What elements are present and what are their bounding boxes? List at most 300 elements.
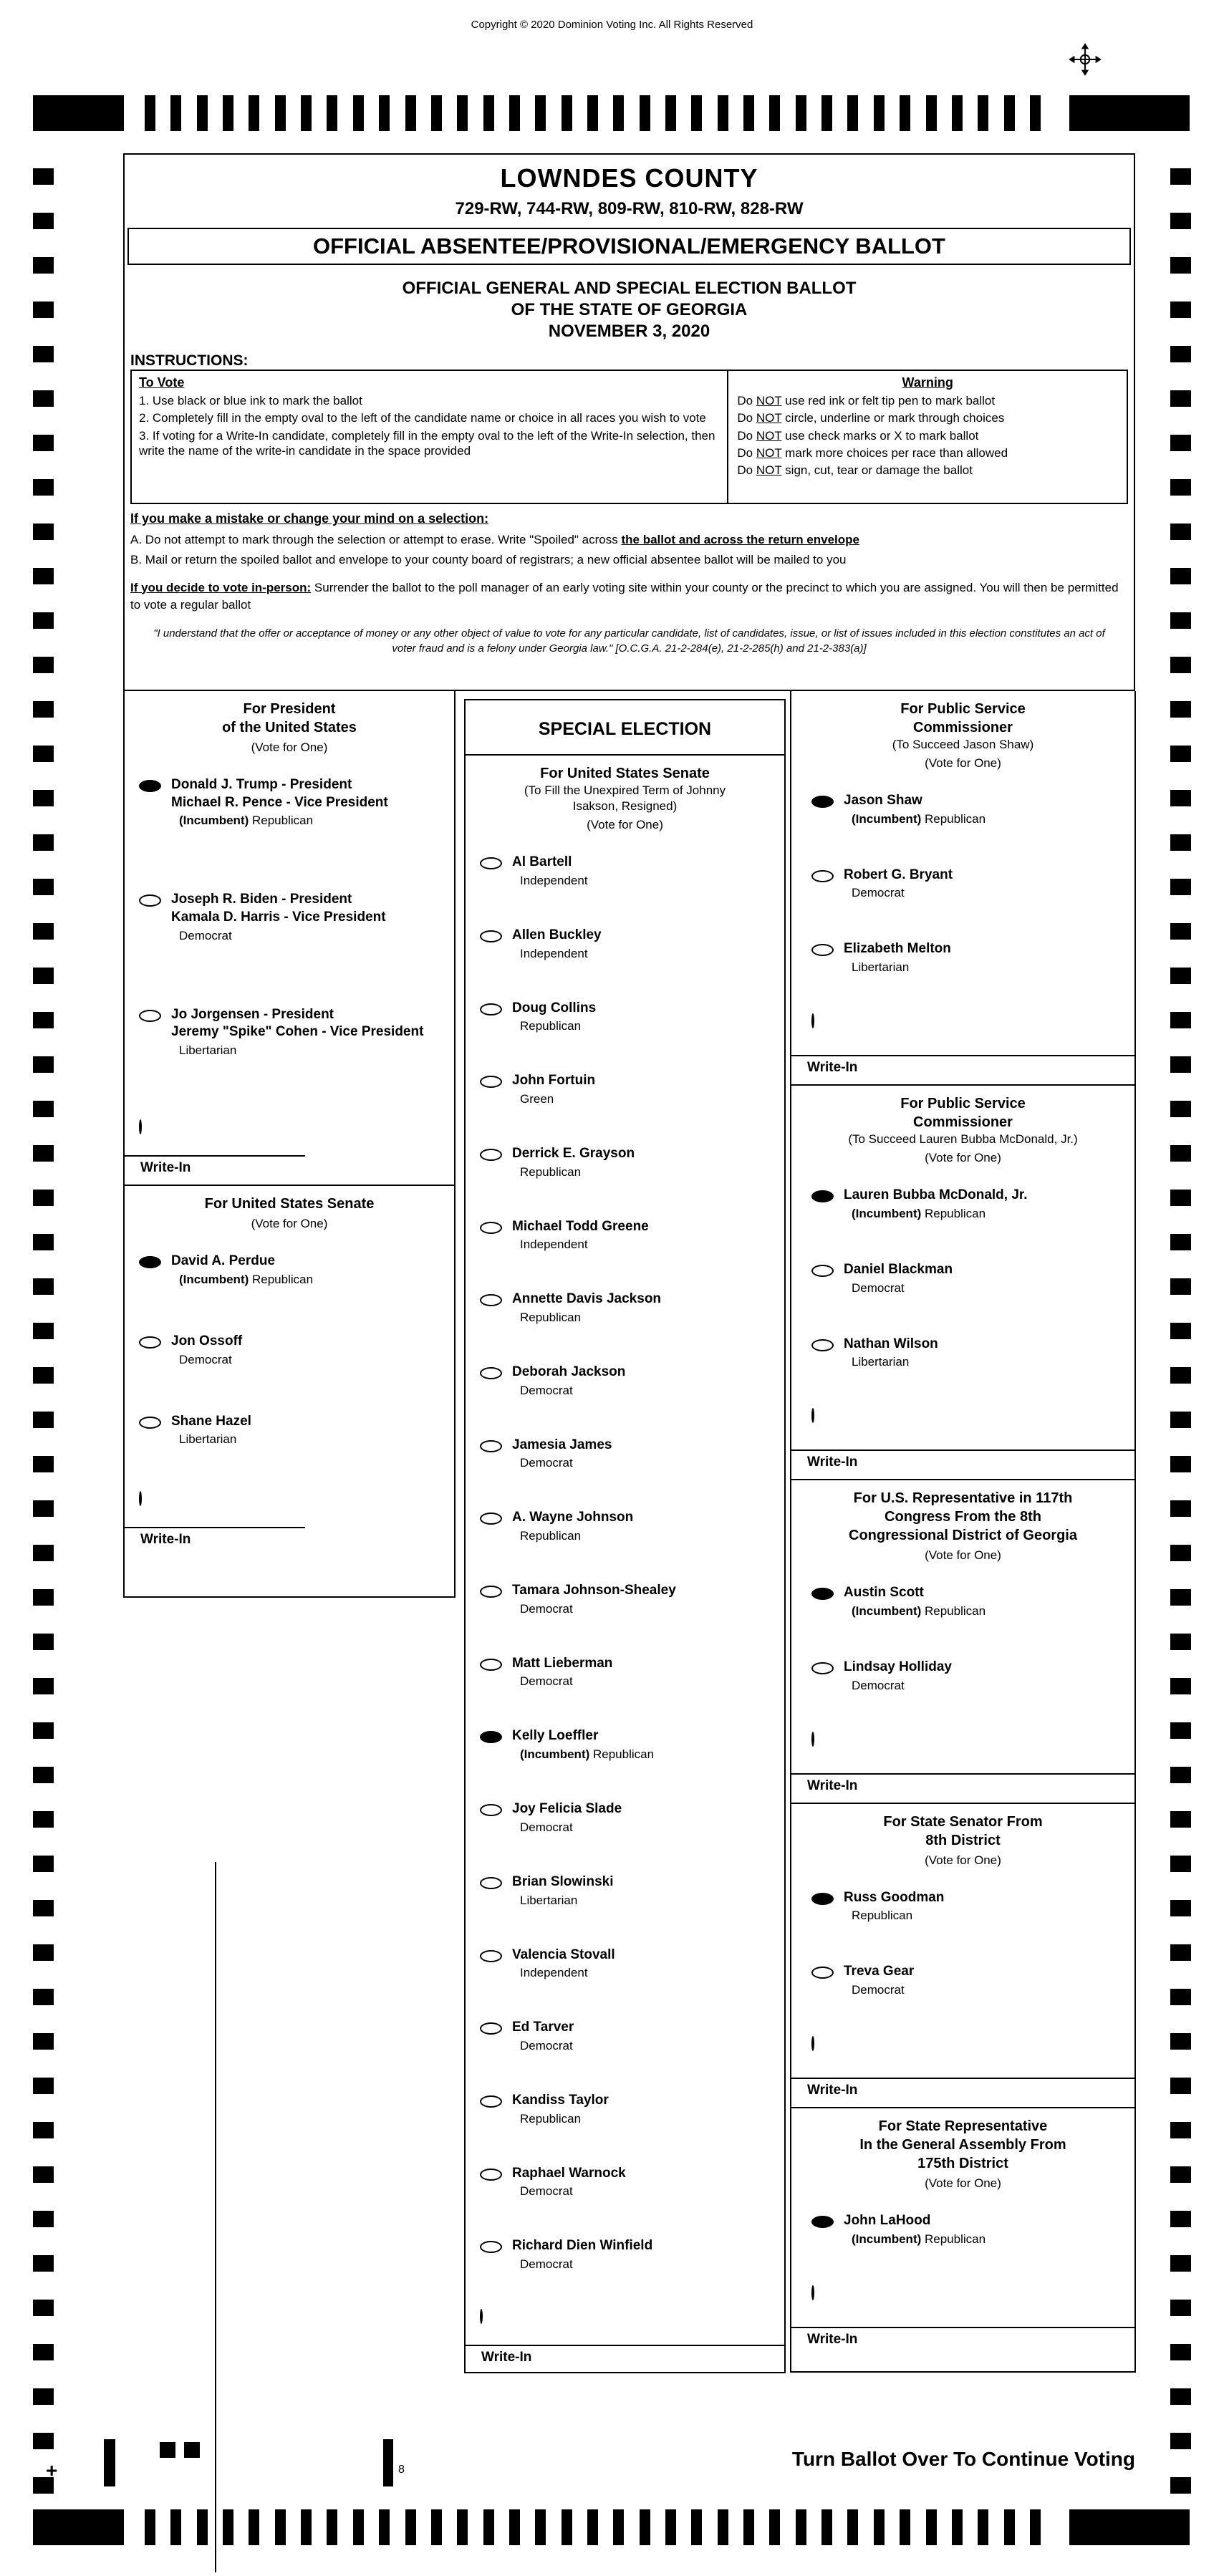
ballot-type-title: OFFICIAL ABSENTEE/PROVISIONAL/EMERGENCY BALLOT [127, 228, 1131, 265]
ballot-oval-empty[interactable] [480, 2169, 502, 2181]
timing-mark [1170, 1944, 1191, 1961]
ballot-id-digit: 8 [398, 2464, 405, 2476]
ballot-oval-empty[interactable] [811, 944, 834, 956]
timing-mark [1170, 923, 1191, 940]
warning-item: Do NOT mark more choices per race than allowed [737, 445, 1008, 460]
candidate-name: John Fortuin [512, 1073, 596, 1089]
timing-mark [145, 2509, 155, 2545]
timing-mark [952, 2509, 963, 2545]
timing-mark [743, 2509, 754, 2545]
timing-mark [769, 95, 780, 131]
candidate-name: Austin Scott [844, 1585, 924, 1601]
county-title: LOWNDES COUNTY [500, 163, 758, 193]
warning-section [728, 371, 1127, 503]
timing-mark [509, 2509, 520, 2545]
timing-mark [1170, 2477, 1191, 2494]
candidate-matt-lieberman [466, 1655, 784, 1689]
incumbent-label: (Incumbent) [179, 1272, 252, 1286]
candidate-party: Democrat [852, 1983, 905, 1997]
timing-mark [1170, 568, 1191, 584]
timing-mark [33, 2211, 54, 2227]
candidate-name: Jeremy "Spike" Cohen - Vice President [171, 1024, 424, 1040]
timing-mark [874, 2509, 885, 2545]
ballot-header-section [123, 153, 1135, 691]
race-for-president-of-the-united-states [125, 691, 454, 1186]
candidate-party: Independent [520, 1238, 588, 1252]
candidate-party: Libertarian [852, 960, 910, 975]
timing-mark [33, 2078, 54, 2094]
ballot-oval-empty[interactable] [480, 1440, 502, 1452]
ballot-oval-empty[interactable] [811, 1732, 814, 1747]
timing-mark [33, 879, 54, 895]
write-in-label: Write-In [481, 2349, 532, 2365]
timing-block [1069, 2509, 1190, 2545]
ballot-oval-empty[interactable] [811, 1265, 834, 1277]
timing-mark [1170, 834, 1191, 851]
race-header [791, 1086, 1134, 1187]
candidate-party: Independent [520, 946, 588, 960]
timing-mark [405, 95, 416, 131]
ballot-oval-filled[interactable] [139, 1256, 161, 1268]
candidate-name: Lauren Bubba McDonald, Jr. [844, 1187, 1028, 1203]
timing-mark [327, 2509, 337, 2545]
timing-mark [1170, 1101, 1191, 1117]
timing-mark [1170, 2211, 1191, 2227]
ballot-oval-filled[interactable] [139, 780, 161, 792]
race-header [791, 691, 1134, 792]
candidate-party: (Incumbent) Republican [852, 2232, 986, 2246]
candidate-name: A. Wayne Johnson [512, 1510, 634, 1525]
write-in-oval-row [139, 1492, 454, 1508]
candidate-name: Derrick E. Grayson [512, 1145, 635, 1161]
candidate-party: Democrat [520, 1820, 573, 1834]
timing-mark [33, 2344, 54, 2360]
timing-mark [1030, 95, 1041, 131]
write-in-label: Write-In [807, 2331, 858, 2347]
mistake-items [130, 532, 1128, 568]
to-vote-items [139, 393, 720, 458]
candidate-party: (Incumbent) Republican [179, 814, 314, 828]
candidate-derrick-e-grayson [466, 1145, 784, 1180]
race-subtitle: (To Succeed Jason Shaw) [892, 738, 1034, 751]
race-header [791, 1804, 1134, 1889]
ballot-id-mark [184, 2442, 200, 2458]
timing-mark [796, 2509, 806, 2545]
timing-mark [33, 790, 54, 806]
timing-mark [33, 213, 54, 229]
ballot-oval-filled[interactable] [811, 1588, 834, 1600]
ballot-oval-filled[interactable] [811, 1190, 834, 1202]
candidate-name: Kelly Loeffler [512, 1728, 599, 1744]
candidate-kelly-loeffler [466, 1727, 784, 1762]
timing-mark [33, 1234, 54, 1250]
ballot-oval-empty[interactable] [480, 1076, 502, 1088]
candidate-party: Democrat [179, 928, 232, 942]
timing-mark [952, 95, 963, 131]
ballot-oval-empty[interactable] [139, 1491, 142, 1506]
ballot-oval-filled[interactable] [811, 796, 834, 808]
write-in-label: Write-In [807, 1777, 858, 1793]
timing-mark [223, 95, 233, 131]
candidate-name: Ed Tarver [512, 2020, 574, 2035]
race-header [791, 2108, 1134, 2212]
timing-mark [1170, 479, 1191, 496]
ballot-oval-empty[interactable] [480, 1659, 502, 1671]
write-in-oval-row [811, 2037, 1134, 2053]
candidate-party: Libertarian [520, 1893, 578, 1907]
timing-mark [353, 2509, 364, 2545]
timing-mark [1170, 1589, 1191, 1606]
timing-block [1069, 95, 1190, 131]
election-date: NOVEMBER 3, 2020 [548, 322, 710, 341]
in-person-heading: If you decide to vote in-person: [130, 580, 312, 594]
timing-mark [33, 168, 54, 185]
incumbent-label: (Incumbent) [520, 1747, 593, 1762]
ballot-oval-empty[interactable] [139, 1119, 142, 1134]
ballot-oval-empty[interactable] [480, 1877, 502, 1889]
timing-mark [1170, 346, 1191, 362]
ballot-oval-empty[interactable] [480, 1586, 502, 1598]
race-for-united-states-senate [466, 756, 784, 2373]
timing-mark [1170, 302, 1191, 318]
ballot-oval-empty[interactable] [480, 1003, 502, 1016]
timing-mark [33, 2122, 54, 2138]
ballot-oval-empty[interactable] [139, 1336, 161, 1349]
legal-affirmation: "I understand that the offer or acceptance of money or any other object of value to vote for any particular candidate, list of candidates, issue, or list of issues included in this election constitutes an act of voter fraud and is a felony under Georgia law." [O.C.G.A. 21-2-284(e), 21-2-285(h) and 21-2-383(a)] [153, 627, 1105, 655]
candidate-elizabeth-melton [791, 940, 1134, 975]
candidate-name: Elizabeth Melton [844, 941, 951, 957]
timing-mark [718, 2509, 728, 2545]
candidate-donald-j-trump-president [125, 776, 454, 828]
timing-mark [640, 2509, 650, 2545]
incumbent-label: (Incumbent) [179, 814, 252, 828]
ballot-oval-empty[interactable] [480, 2309, 483, 2324]
timing-mark [33, 968, 54, 984]
ballot-column-middle [464, 699, 786, 2373]
candidate-jamesia-james [466, 1437, 784, 1471]
timing-mark [847, 95, 858, 131]
registration-crosshair-icon [1067, 42, 1103, 77]
to-vote-section [132, 371, 728, 503]
timing-mark [33, 1856, 54, 1872]
write-in-label: Write-In [807, 1060, 858, 1076]
timing-mark [33, 1012, 54, 1028]
timing-mark [718, 95, 728, 131]
timing-mark [613, 95, 624, 131]
ballot-oval-filled[interactable] [811, 2216, 834, 2228]
ballot-oval-empty[interactable] [811, 1339, 834, 1351]
timing-mark [1170, 2433, 1191, 2449]
candidate-name: Matt Lieberman [512, 1655, 613, 1671]
ballot-oval-empty[interactable] [811, 870, 834, 882]
timing-mark [1170, 879, 1191, 895]
timing-mark [1170, 1056, 1191, 1073]
race-subtitle: (To Succeed Lauren Bubba McDonald, Jr.) [848, 1132, 1078, 1147]
race-header [125, 1186, 454, 1253]
timing-mark [33, 479, 54, 496]
vote-for-instruction: (Vote for One) [587, 818, 663, 832]
fold-line [215, 1862, 216, 2572]
ballot-oval-empty[interactable] [811, 1408, 814, 1423]
ballot-oval-empty[interactable] [480, 2241, 502, 2253]
candidate-name: Al Bartell [512, 854, 572, 870]
timing-mark [33, 1944, 54, 1961]
race-for-u-s-representative-in-117th-congress-from-the-8th-congressional-district-of-georgia [791, 1480, 1134, 1803]
timing-mark [1004, 2509, 1015, 2545]
timing-mark [275, 95, 286, 131]
candidate-party: Democrat [520, 1456, 573, 1470]
ballot-oval-empty[interactable] [811, 1013, 814, 1028]
candidate-party: Democrat [520, 1383, 573, 1397]
timing-mark [978, 95, 988, 131]
race-header [791, 1480, 1134, 1584]
instructions-box [130, 370, 1128, 504]
candidate-party: Democrat [520, 1674, 573, 1689]
timing-mark [1170, 1678, 1191, 1694]
timing-mark [1170, 2255, 1191, 2272]
timing-mark [1170, 1145, 1191, 1162]
race-title: For United States Senate [540, 766, 710, 781]
ballot-id-mark [383, 2439, 393, 2486]
timing-mark [33, 390, 54, 407]
timing-mark [33, 2433, 54, 2449]
timing-mark [33, 435, 54, 451]
write-in-oval-row [139, 1121, 454, 1137]
vote-for-instruction: (Vote for One) [925, 1548, 1001, 1563]
candidate-name: Deborah Jackson [512, 1364, 626, 1379]
candidate-name: Shane Hazel [171, 1413, 251, 1429]
race-title: For State Representative In the General Assembly From 175th District [859, 2118, 1066, 2172]
incumbent-label: (Incumbent) [852, 1604, 925, 1618]
timing-mark [1170, 2078, 1191, 2094]
candidate-party: Republican [520, 1019, 582, 1033]
ballot-oval-empty[interactable] [480, 1367, 502, 1379]
timing-mark [1170, 1456, 1191, 1472]
race-for-state-representative-in-the-general-assembly-from-175th-district [791, 2108, 1134, 2356]
ballot-column-left [123, 691, 456, 1598]
warning-item: Do NOT use red ink or felt tip pen to mark ballot [737, 394, 996, 407]
timing-mark [457, 2509, 468, 2545]
timing-mark [1170, 2388, 1191, 2405]
candidate-party: Republican [520, 1529, 582, 1543]
timing-mark [796, 95, 806, 131]
timing-mark [1170, 1634, 1191, 1650]
candidate-lindsay-holliday [791, 1659, 1134, 1693]
timing-mark [1030, 2509, 1041, 2545]
timing-mark [1170, 2300, 1191, 2316]
in-person-note [130, 579, 1128, 614]
race-title: For Public Service Commissioner [900, 1096, 1026, 1131]
timing-mark [1170, 213, 1191, 229]
in-person-text: Surrender the ballot to the poll manager of an early voting site within your county or the precinct to which you are assigned. You will then be permitted to vote a regular ballot [130, 580, 1119, 612]
to-vote-item: 3. If voting for a Write-In candidate, completely fill in the empty oval to the left of the Write-In selection, then write the name of the write-in candidate in the space provided [139, 428, 715, 458]
timing-mark [301, 2509, 312, 2545]
candidate-name: Annette Davis Jackson [512, 1291, 662, 1307]
incumbent-label: (Incumbent) [852, 2232, 925, 2246]
timing-mark [1170, 1811, 1191, 1828]
ballot-oval-empty[interactable] [480, 1294, 502, 1306]
candidate-party: Democrat [852, 1678, 905, 1692]
candidate-party: (Incumbent) Republican [852, 1604, 986, 1618]
race-title: For President of the United States [222, 701, 357, 735]
timing-mark [33, 1545, 54, 1561]
vote-for-instruction: (Vote for One) [925, 2176, 1001, 2191]
timing-mark [405, 2509, 416, 2545]
timing-mark [1170, 1190, 1191, 1206]
candidate-name: Jo Jorgensen - President [171, 1006, 334, 1022]
ballot-oval-empty[interactable] [480, 1950, 502, 1962]
timing-mark [379, 95, 390, 131]
timing-mark [33, 1811, 54, 1828]
to-vote-item: 2. Completely fill in the empty oval to the left of the candidate name or choice in all races you wish to vote [139, 411, 706, 425]
timing-mark [33, 524, 54, 540]
ballot-oval-empty[interactable] [139, 1010, 161, 1022]
candidate-name: John LaHood [844, 2213, 931, 2229]
timing-mark [33, 1412, 54, 1428]
timing-mark [33, 612, 54, 629]
timing-mark [33, 302, 54, 318]
timing-mark [33, 2300, 54, 2316]
ballot-oval-empty[interactable] [480, 2095, 502, 2108]
candidate-jo-jorgensen-president [125, 1006, 454, 1058]
candidate-name: Jason Shaw [844, 793, 922, 809]
ballot-oval-empty[interactable] [811, 2036, 814, 2051]
timing-mark [691, 95, 702, 131]
candidate-a-wayne-johnson [466, 1509, 784, 1543]
candidate-david-a-perdue [125, 1253, 454, 1287]
race-title: For State Senator From 8th District [883, 1813, 1043, 1848]
ballot-oval-filled[interactable] [811, 1893, 834, 1905]
timing-block [33, 2509, 124, 2545]
candidate-treva-gear [791, 1963, 1134, 1997]
candidate-name: Russ Goodman [844, 1889, 945, 1905]
candidate-russ-goodman [791, 1889, 1134, 1924]
write-in-label: Write-In [807, 2083, 858, 2098]
write-in-label: Write-In [140, 1532, 191, 1548]
timing-mark [1170, 435, 1191, 451]
timing-mark [301, 95, 312, 131]
candidate-daniel-blackman [791, 1261, 1134, 1296]
candidate-party: Democrat [852, 886, 905, 900]
candidate-party: Democrat [520, 2257, 573, 2271]
ballot-oval-empty[interactable] [811, 1967, 834, 1979]
candidate-party: Libertarian [179, 1432, 237, 1447]
timing-mark [847, 2509, 858, 2545]
timing-mark [33, 1634, 54, 1650]
timing-mark [197, 2509, 208, 2545]
candidate-party: Democrat [520, 1601, 573, 1616]
race-title: For U.S. Representative in 117th Congress From the 8th Congressional District of Georgia [849, 1490, 1077, 1544]
timing-mark [1170, 524, 1191, 540]
timing-mark [33, 1367, 54, 1384]
ballot-oval-empty[interactable] [480, 930, 502, 942]
timing-mark [821, 2509, 832, 2545]
vote-for-instruction: (Vote for One) [925, 1853, 1001, 1867]
candidate-party: Democrat [520, 2038, 573, 2052]
ballot-oval-empty[interactable] [480, 1804, 502, 1816]
ballot-oval-empty[interactable] [811, 2285, 814, 2300]
timing-mark [743, 95, 754, 131]
candidate-name: Tamara Johnson-Shealey [512, 1583, 676, 1598]
election-title-line1: OFFICIAL GENERAL AND SPECIAL ELECTION BALLOT [402, 279, 857, 298]
warning-item: Do NOT use check marks or X to mark ballot [737, 428, 979, 443]
timing-mark [613, 2509, 624, 2545]
timing-mark [1170, 790, 1191, 806]
candidate-name: Lindsay Holliday [844, 1659, 952, 1674]
candidate-party: Libertarian [179, 1043, 237, 1058]
timing-mark [145, 95, 155, 131]
timing-mark [900, 95, 910, 131]
candidate-party: (Incumbent) Republican [852, 1206, 986, 1220]
timing-mark [33, 701, 54, 718]
instructions-label: INSTRUCTIONS: [130, 352, 249, 369]
race-title: For Public Service Commissioner [900, 701, 1026, 735]
timing-mark [33, 1722, 54, 1739]
candidate-party: Republican [852, 1909, 913, 1923]
election-title [125, 278, 1134, 342]
candidate-name: Valencia Stovall [512, 1947, 615, 1962]
ballot-oval-empty[interactable] [480, 857, 502, 869]
race-title: For United States Senate [204, 1196, 375, 1212]
registration-plus-mark: + [46, 2459, 58, 2481]
timing-mark [769, 2509, 780, 2545]
election-title-line2: OF THE STATE OF GEORGIA [511, 300, 748, 319]
mistake-item: B. Mail or return the spoiled ballot and envelope to your county board of registrars; a new official absentee ballot will be mailed to you [130, 553, 847, 567]
ballot-oval-empty[interactable] [480, 1149, 502, 1161]
timing-mark [327, 95, 337, 131]
timing-mark [1170, 1545, 1191, 1561]
timing-mark [1170, 2033, 1191, 2050]
ballot-oval-empty[interactable] [139, 894, 161, 907]
write-in-oval-row [480, 2310, 784, 2326]
timing-mark [33, 568, 54, 584]
timing-mark [33, 1145, 54, 1162]
timing-mark [353, 95, 364, 131]
candidate-name: Doug Collins [512, 1000, 597, 1016]
ballot-oval-empty[interactable] [480, 2022, 502, 2035]
candidate-ed-tarver [466, 2019, 784, 2053]
candidate-party: Independent [520, 1966, 588, 1980]
candidate-name: Joy Felicia Slade [512, 1801, 622, 1817]
ballot-oval-empty[interactable] [480, 1513, 502, 1525]
warning-title: Warning [902, 375, 953, 390]
ballot-oval-empty[interactable] [811, 1662, 834, 1674]
timing-mark [33, 1500, 54, 1517]
timing-mark [1170, 701, 1191, 718]
timing-mark [562, 95, 572, 131]
timing-mark [33, 1900, 54, 1916]
candidate-party: Republican [520, 2111, 582, 2126]
timing-mark [665, 95, 676, 131]
timing-mark [33, 2166, 54, 2183]
ballot-oval-filled[interactable] [480, 1731, 502, 1743]
candidate-robert-g-bryant [791, 867, 1134, 901]
timing-mark [874, 95, 885, 131]
ballot-oval-empty[interactable] [139, 1417, 161, 1429]
warning-item: Do NOT sign, cut, tear or damage the ballot [737, 463, 973, 477]
candidate-john-fortuin [466, 1072, 784, 1106]
timing-mark [33, 1456, 54, 1472]
write-in-oval-row [811, 1015, 1134, 1031]
to-vote-title: To Vote [139, 375, 185, 390]
timing-mark [509, 95, 520, 131]
ballot-oval-empty[interactable] [480, 1222, 502, 1234]
turn-ballot-over-text: Turn Ballot Over To Continue Voting [791, 2448, 1135, 2470]
candidate-jon-ossoff [125, 1333, 454, 1367]
candidate-joseph-r-biden-president [125, 891, 454, 942]
candidate-valencia-stovall [466, 1947, 784, 1981]
precinct-list: 729-RW, 744-RW, 809-RW, 810-RW, 828-RW [455, 199, 804, 218]
